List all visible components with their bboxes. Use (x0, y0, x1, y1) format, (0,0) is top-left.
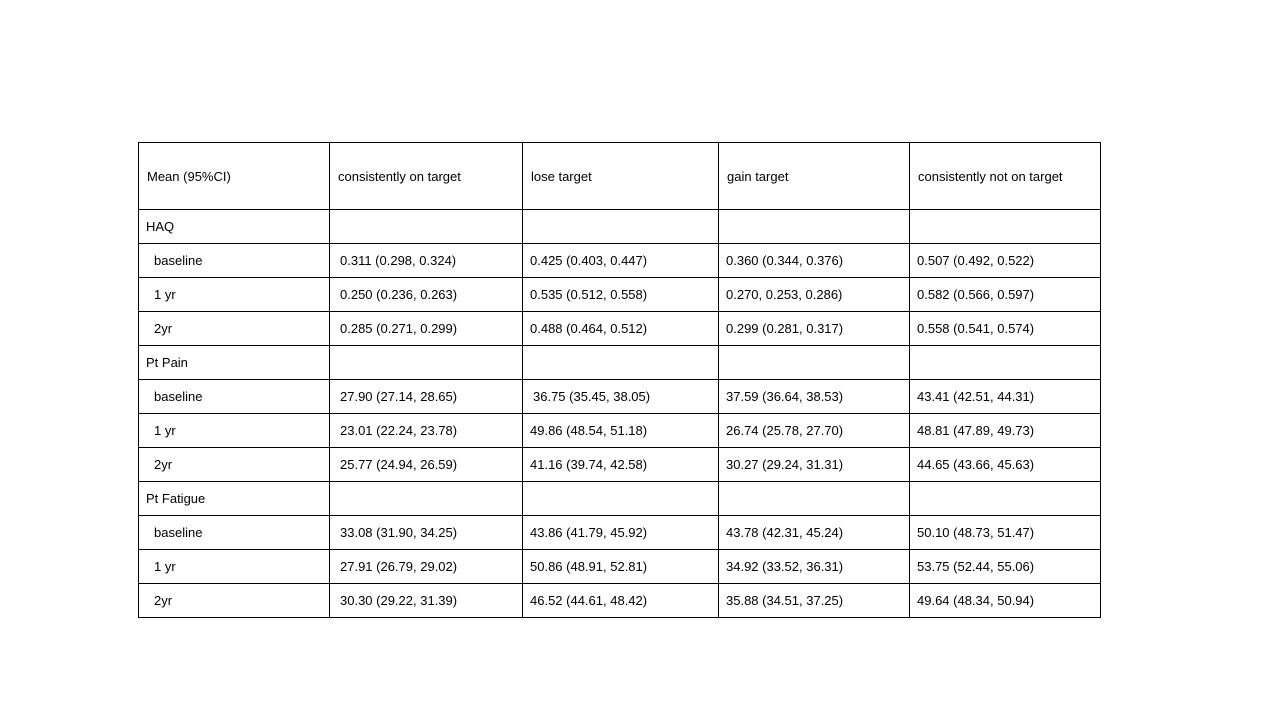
row-label: 2yr (139, 584, 330, 618)
header-cell-lose-target: lose target (523, 143, 719, 210)
empty-cell (330, 210, 523, 244)
empty-cell (910, 346, 1101, 380)
section-row-pt-fatigue (139, 482, 1101, 516)
value-cell: 0.360 (0.344, 0.376) (719, 244, 910, 278)
value-cell: 0.311 (0.298, 0.324) (330, 244, 523, 278)
row-label: 1 yr (139, 414, 330, 448)
value-cell: 44.65 (43.66, 45.63) (910, 448, 1101, 482)
section-row-pt-pain (139, 346, 1101, 380)
section-label: HAQ (139, 210, 330, 244)
value-cell: 36.75 (35.45, 38.05) (523, 380, 719, 414)
header-cell-gain-target: gain target (719, 143, 910, 210)
value-cell: 0.507 (0.492, 0.522) (910, 244, 1101, 278)
results-table (138, 142, 1101, 618)
row-label: 2yr (139, 448, 330, 482)
table-row (139, 550, 1101, 584)
value-cell: 49.86 (48.54, 51.18) (523, 414, 719, 448)
value-cell: 0.558 (0.541, 0.574) (910, 312, 1101, 346)
value-cell: 34.92 (33.52, 36.31) (719, 550, 910, 584)
table-row (139, 448, 1101, 482)
empty-cell (523, 346, 719, 380)
value-cell: 43.41 (42.51, 44.31) (910, 380, 1101, 414)
value-cell: 23.01 (22.24, 23.78) (330, 414, 523, 448)
table-row (139, 584, 1101, 618)
empty-cell (719, 346, 910, 380)
row-label: baseline (139, 244, 330, 278)
value-cell: 0.582 (0.566, 0.597) (910, 278, 1101, 312)
value-cell: 0.535 (0.512, 0.558) (523, 278, 719, 312)
row-label: 1 yr (139, 550, 330, 584)
value-cell: 33.08 (31.90, 34.25) (330, 516, 523, 550)
table-row (139, 380, 1101, 414)
value-cell: 25.77 (24.94, 26.59) (330, 448, 523, 482)
table-row (139, 278, 1101, 312)
empty-cell (719, 482, 910, 516)
row-label: 2yr (139, 312, 330, 346)
table-row (139, 244, 1101, 278)
header-cell-consistently-on-target: consistently on target (330, 143, 523, 210)
value-cell: 30.30 (29.22, 31.39) (330, 584, 523, 618)
table-row (139, 516, 1101, 550)
row-label: 1 yr (139, 278, 330, 312)
section-label: Pt Fatigue (139, 482, 330, 516)
empty-cell (910, 482, 1101, 516)
header-cell-consistently-not-on-target: consistently not on target (910, 143, 1101, 210)
value-cell: 27.91 (26.79, 29.02) (330, 550, 523, 584)
value-cell: 48.81 (47.89, 49.73) (910, 414, 1101, 448)
row-label: baseline (139, 380, 330, 414)
table-row (139, 312, 1101, 346)
value-cell: 35.88 (34.51, 37.25) (719, 584, 910, 618)
empty-cell (719, 210, 910, 244)
value-cell: 0.285 (0.271, 0.299) (330, 312, 523, 346)
section-row-haq (139, 210, 1101, 244)
value-cell: 50.10 (48.73, 51.47) (910, 516, 1101, 550)
table-row (139, 414, 1101, 448)
empty-cell (330, 482, 523, 516)
value-cell: 0.488 (0.464, 0.512) (523, 312, 719, 346)
value-cell: 26.74 (25.78, 27.70) (719, 414, 910, 448)
value-cell: 27.90 (27.14, 28.65) (330, 380, 523, 414)
value-cell: 53.75 (52.44, 55.06) (910, 550, 1101, 584)
empty-cell (330, 346, 523, 380)
value-cell: 43.86 (41.79, 45.92) (523, 516, 719, 550)
empty-cell (910, 210, 1101, 244)
table-header-row (139, 143, 1101, 210)
value-cell: 0.299 (0.281, 0.317) (719, 312, 910, 346)
value-cell: 0.270, 0.253, 0.286) (719, 278, 910, 312)
section-label: Pt Pain (139, 346, 330, 380)
header-cell-measure: Mean (95%CI) (139, 143, 330, 210)
value-cell: 0.250 (0.236, 0.263) (330, 278, 523, 312)
value-cell: 41.16 (39.74, 42.58) (523, 448, 719, 482)
empty-cell (523, 210, 719, 244)
value-cell: 30.27 (29.24, 31.31) (719, 448, 910, 482)
value-cell: 46.52 (44.61, 48.42) (523, 584, 719, 618)
value-cell: 37.59 (36.64, 38.53) (719, 380, 910, 414)
value-cell: 49.64 (48.34, 50.94) (910, 584, 1101, 618)
empty-cell (523, 482, 719, 516)
value-cell: 50.86 (48.91, 52.81) (523, 550, 719, 584)
value-cell: 0.425 (0.403, 0.447) (523, 244, 719, 278)
value-cell: 43.78 (42.31, 45.24) (719, 516, 910, 550)
row-label: baseline (139, 516, 330, 550)
